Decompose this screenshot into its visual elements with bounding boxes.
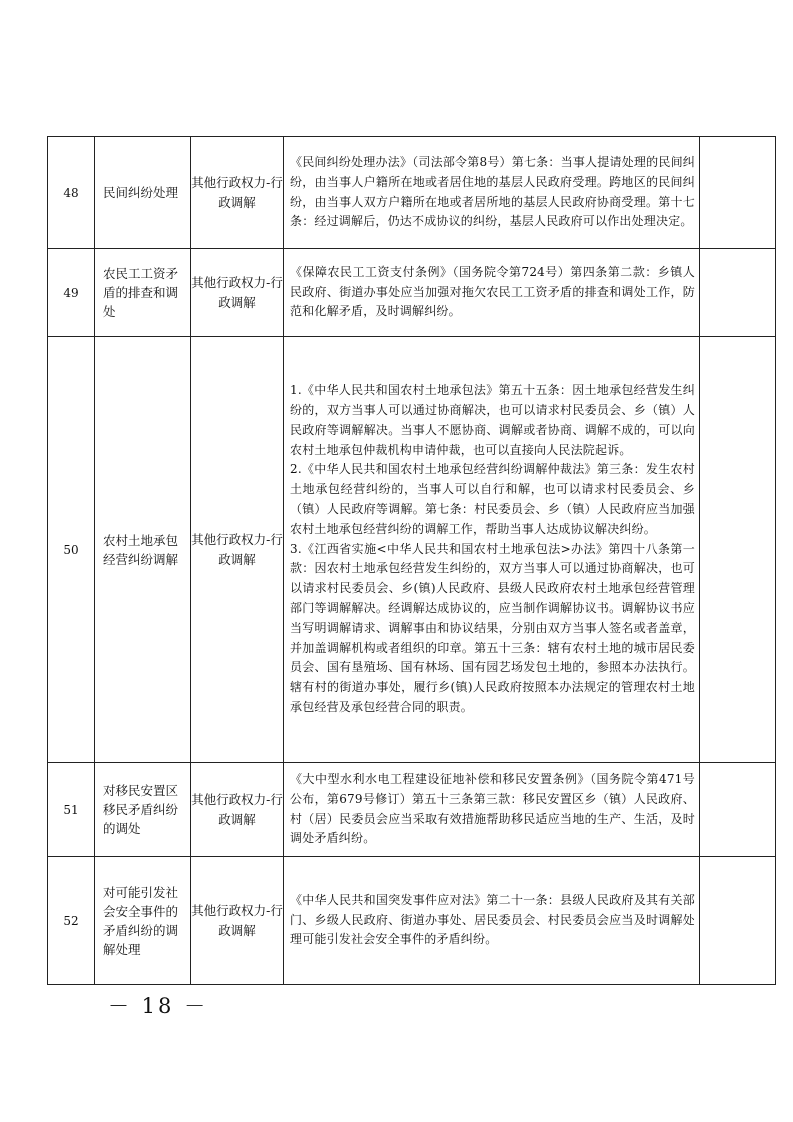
power-type: 其他行政权力-行政调解: [191, 337, 284, 763]
legal-basis: [284, 857, 700, 985]
power-type: 其他行政权力-行政调解: [191, 249, 284, 337]
legal-basis-text: 《民间纠纷处理办法》（司法部令第8号）第七条：当事人提请处理的民间纠纷，由当事人户籍所在地或者居住地的基层人民政府受理。跨地区的民间纠纷，由当事人双方户籍所在地或者居所地的基层人民政府协商受理。第十七条：经过调解后，仍达不成协议的纠纷，基层人民政府可以作出处理决定。: [290, 154, 695, 229]
legal-basis-text: 《中华人民共和国突发事件应对法》第二十一条：县级人民政府及其有关部门、乡级人民政府、街道办事处、居民委员会、村民委员会应当及时调解处理可能引发社会安全事件的矛盾纠纷。: [290, 892, 695, 947]
row-number: 50: [48, 337, 95, 763]
table-row: [48, 137, 776, 249]
remarks-cell: [700, 137, 776, 249]
power-type: 其他行政权力-行政调解: [191, 137, 284, 249]
legal-basis: [284, 337, 700, 763]
legal-basis: [284, 249, 700, 337]
item-name: 农村土地承包经营纠纷调解: [95, 337, 191, 763]
legal-basis-text: 2.《中华人民共和国农村土地承包经营纠纷调解仲裁法》第三条：发生农村土地承包经营纠纷的，当事人可以自行和解，也可以请求村民委员会、乡（镇）人民政府等调解。第七条：村民委员会、乡（镇）人民政府应当加强农村土地承包经营纠纷的调解工作，帮助当事人达成协议解决纠纷。: [290, 462, 695, 536]
legal-basis-text: 《保障农民工工资支付条例》（国务院令第724号）第四条第二款：乡镇人民政府、街道办事处应当加强对拖欠农民工工资矛盾的排查和调处工作，防范和化解矛盾，及时调解纠纷。: [290, 264, 695, 319]
table-row: [48, 249, 776, 337]
item-name: 民间纠纷处理: [95, 137, 191, 249]
legal-basis-text: 3.《江西省实施<中华人民共和国农村土地承包法>办法》第四十八条第一款：因农村土地承包经营发生纠纷的，双方当事人可以通过协商解决，也可以请求村民委员会、乡(镇)人民政府、县级人民政府农村土地承包经营管理部门等调解解决。经调解达成协议的，应当制作调解协议书。调解协议书应当写明调解请求、调解事由和协议结果，分别由双方当事人签名或者盖章，并加盖调解机构或者组织的印章。第五十三条：辖有农村土地的城市居民委员会、国有垦殖场、国有林场、国有园艺场发包土地的，参照本办法执行。辖有村的街道办事处，履行乡(镇)人民政府按照本办法规定的管理农村土地承包经营及承包经营合同的职责。: [290, 541, 695, 714]
remarks-cell: [700, 337, 776, 763]
page-number: － 18 －: [108, 994, 209, 1018]
table-row: [48, 337, 776, 763]
remarks-cell: [700, 763, 776, 857]
row-number: 52: [48, 857, 95, 985]
remarks-cell: [700, 249, 776, 337]
table-row: [48, 857, 776, 985]
legal-basis: [284, 763, 700, 857]
legal-basis: [284, 137, 700, 249]
item-name: 农民工工资矛盾的排查和调处: [95, 249, 191, 337]
row-number: 51: [48, 763, 95, 857]
power-type: 其他行政权力-行政调解: [191, 763, 284, 857]
power-type: 其他行政权力-行政调解: [191, 857, 284, 985]
item-name: 对可能引发社会安全事件的矛盾纠纷的调解处理: [95, 857, 191, 985]
remarks-cell: [700, 857, 776, 985]
table-row: [48, 763, 776, 857]
row-number: 49: [48, 249, 95, 337]
row-number: 48: [48, 137, 95, 249]
legal-basis-text: 《大中型水利水电工程建设征地补偿和移民安置条例》（国务院令第471号公布，第679号修订）第五十三条第三款：移民安置区乡（镇）人民政府、村（居）民委员会应当采取有效措施帮助移民适应当地的生产、生活，及时调处矛盾纠纷。: [290, 771, 695, 846]
item-name: 对移民安置区移民矛盾纠纷的调处: [95, 763, 191, 857]
power-list-table: [47, 136, 776, 985]
legal-basis-text: 1.《中华人民共和国农村土地承包法》第五十五条：因土地承包经营发生纠纷的，双方当事人可以通过协商解决，也可以请求村民委员会、乡（镇）人民政府等调解解决。当事人不愿协商、调解或者协商、调解不成的，可以向农村土地承包仲裁机构申请仲裁，也可以直接向人民法院起诉。: [290, 383, 695, 457]
